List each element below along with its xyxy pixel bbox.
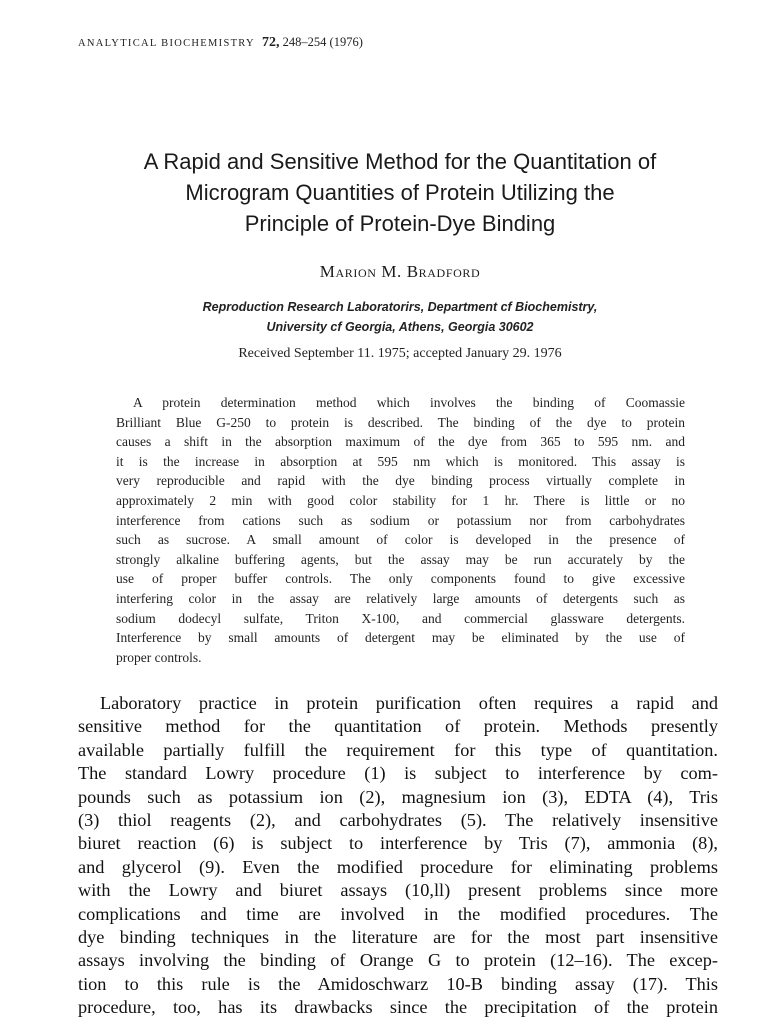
body-line: and glycerol (9). Even the modified procedure for eliminating problems [78, 856, 718, 877]
body-line: Laboratory practice in protein purification often requires a rapid and [100, 693, 718, 713]
abstract-line: it is the increase in absorption at 595 nm which is monitored. This assay is [116, 453, 685, 469]
abstract-line: A protein determination method which involves the binding of Coomassie [133, 395, 685, 410]
abstract-line: causes a shift in the absorption maximum of the dye from 365 to 595 nm. and [116, 434, 685, 450]
body-line: pounds such as potassium ion (2), magnesium ion (3), EDTA (4), Tris [78, 786, 718, 807]
body-text [78, 692, 718, 1020]
running-head [78, 35, 363, 51]
abstract-line: sodium dodecyl sulfate, Triton X-100, and commercial glassware detergents. [116, 610, 685, 626]
affiliation-line: University cf Georgia, Athens, Georgia 30602 [266, 320, 534, 334]
abstract-line: very reproducible and rapid with the dye binding process virtually complete in [116, 473, 685, 489]
abstract-line: strongly alkaline buffering agents, but the assay may be run accurately by the [116, 551, 685, 567]
abstract-line: approximately 2 min with good color stability for 1 hr. There is little or no [116, 492, 685, 508]
body-line: assays involving the binding of Orange G to protein (12–16). The excep- [78, 950, 718, 971]
title-line: Principle of Protein-Dye Binding [244, 211, 556, 236]
abstract-line: Interference by small amounts of detergent may be eliminated by the use of [116, 630, 685, 646]
abstract [116, 393, 685, 667]
body-line: procedure, too, has its drawbacks since the precipitation of the protein [78, 997, 718, 1018]
affiliation-line: Reproduction Research Laboratorirs, Department cf Biochemistry, [202, 300, 598, 314]
volume-number: 72, [262, 35, 280, 50]
body-line: with the Lowry and biuret assays (10,ll) present problems since more [78, 880, 718, 901]
body-line: The standard Lowry procedure (1) is subject to interference by com- [78, 763, 718, 784]
body-line: available partially fulfill the requirement for this type of quantitation. [78, 739, 718, 760]
body-line: dye binding techniques in the literature are for the most part insensitive [78, 927, 718, 948]
pages-year: 248–254 (1976) [282, 35, 363, 49]
abstract-line: use of proper buffer controls. The only components found to give excessive [116, 571, 685, 587]
abstract-line: interfering color in the assay are relatively large amounts of detergents such as [116, 590, 685, 606]
body-line: tion to this rule is the Amidoschwarz 10-B binding assay (17). This [78, 973, 718, 994]
article-title [60, 146, 740, 239]
body-line: biuret reaction (6) is subject to interference by Tris (7), ammonia (8), [78, 833, 718, 854]
received-dates: Received September 11. 1975; accepted January 29. 1976 [238, 346, 562, 361]
journal-name: ANALYTICAL BIOCHEMISTRY [78, 38, 255, 49]
abstract-line: proper controls. [116, 649, 202, 665]
title-line: Microgram Quantities of Protein Utilizing the [185, 180, 615, 205]
title-line: A Rapid and Sensitive Method for the Quantitation of [143, 149, 657, 174]
author-name: Marion M. Bradford [319, 262, 481, 281]
body-line: complications and time are involved in the modified procedures. The [78, 903, 718, 924]
affiliation [0, 297, 768, 337]
abstract-line: interference from cations such as sodium or potassium nor from carbohydrates [116, 512, 685, 528]
abstract-line: Brilliant Blue G-250 to protein is described. The binding of the dye to protein [116, 414, 685, 430]
body-line: sensitive method for the quantitation of protein. Methods presently [78, 716, 718, 737]
body-line: (3) thiol reagents (2), and carbohydrates (5). The relatively insensitive [78, 810, 718, 831]
abstract-line: such as sucrose. A small amount of color is developed in the presence of [116, 532, 685, 548]
